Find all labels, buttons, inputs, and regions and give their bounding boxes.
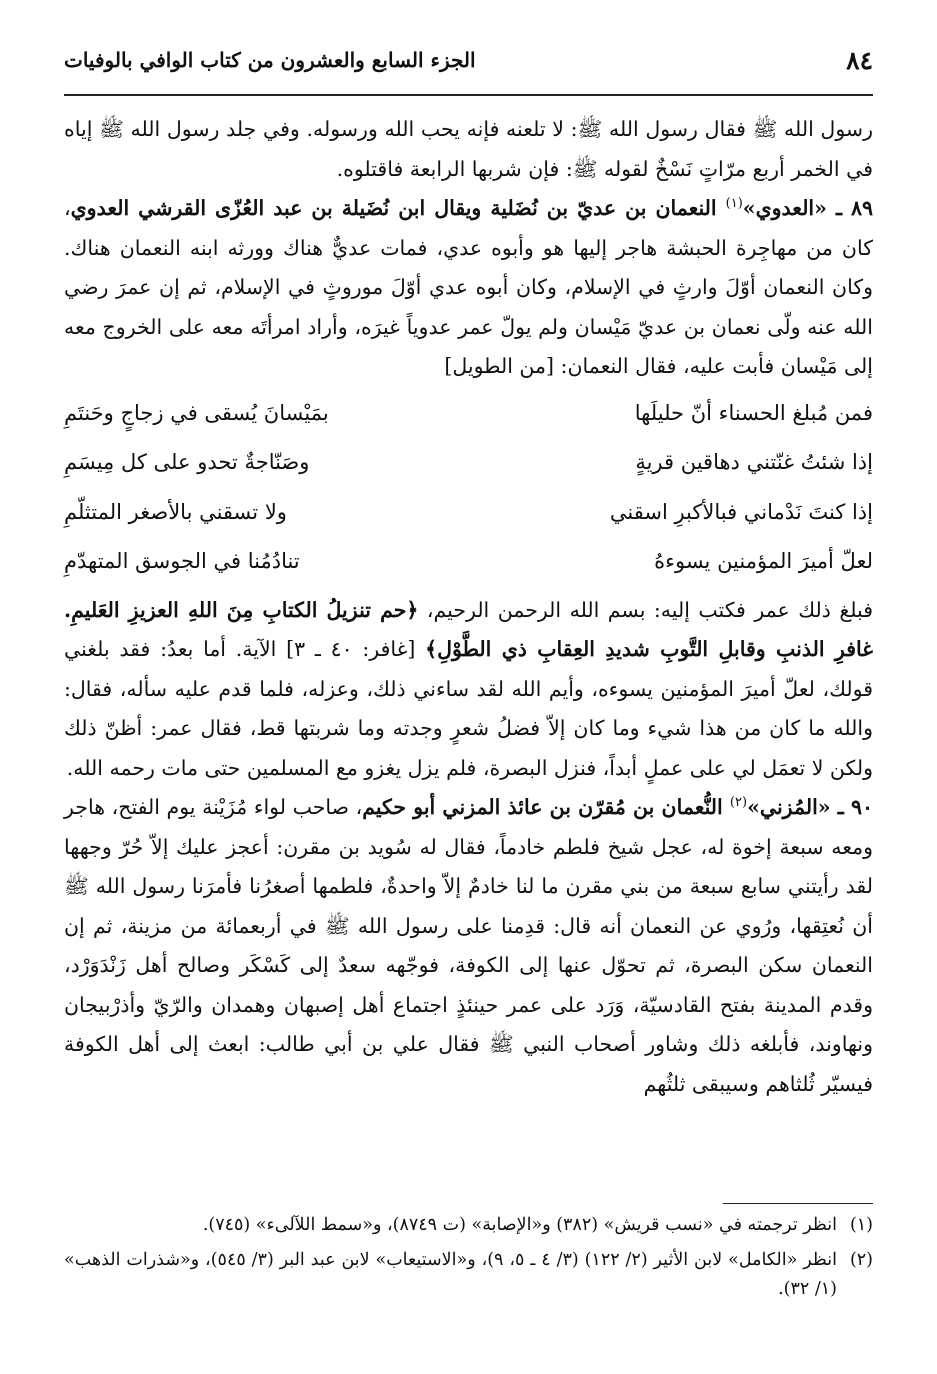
poem-verse — [64, 488, 873, 538]
quran-quote: ﴿حم تنزيلُ الكتابِ مِنَ اللهِ العزيزِ العَليمِ. غافرِ الذنبِ وقابلِ التَّوبِ شديدِ العِقابِ ذي الطَّوْلِ﴾ — [64, 597, 874, 661]
footnotes — [64, 1211, 873, 1310]
main-text — [64, 110, 873, 1104]
entry-89-head: ٨٩ ـ «العدوي» — [742, 196, 873, 220]
footnote-text: انظر ترجمته في «نسب قريش» (٣٨٢) و«الإصابة» (ت ٨٧٤٩)، و«سمط اللآلىء» (٧٤٥). — [202, 1215, 837, 1235]
entry-90-name: النُّعمان بن مُقرّن بن عائذ المزني أبو حكيم — [362, 795, 730, 819]
entry-90 — [64, 788, 873, 1104]
intro-text: رسول الله ﷺ فقال رسول الله ﷺ: لا تلعنه فإنه يحب الله ورسوله. وفي جلد رسول الله ﷺ إياه في الخمر أربع مرّاتٍ نَسْخٌ لقوله ﷺ: فإن شربها الرابعة فاقتلوه. — [64, 117, 873, 181]
footnote-ref-2[interactable]: (٢) — [729, 795, 748, 811]
verse-second-hemistich: ولا تسقني بالأصغر المتثلّمِ — [64, 499, 287, 524]
entry-89-name: النعمان بن عديّ بن نُضَلية ويقال ابن نُضَيلة بن عبد العُزّى القرشي العدوي — [70, 196, 726, 220]
poem-verse — [64, 537, 873, 587]
entry-89-body: ، كان من مهاجِرة الحبشة هاجر إليها هو وأبوه عدي، فمات عديٌّ هناك وورثه ابنه النعمان هناك. وكان النعمان أوّلَ وارثٍ في الإسلام، وكان أبوه عدي أوّلَ موروثٍ في الإسلام، ثم إن عمرَ رضي الله عنه ولّى نعمان بن عديّ مَيْسان ولم يولّ عمر عدوياً غيرَه، وأراد امرأتَه معه على الخروج معه إلى مَيْسان فأبت عليه، فقال النعمان: — [64, 196, 873, 378]
poem — [64, 389, 873, 587]
letter-opening: فبلغ ذلك عمر فكتب إليه: بسم الله الرحمن الرحيم، — [418, 597, 874, 622]
footnote — [64, 1246, 873, 1304]
footnote-text: انظر «الكامل» لابن الأثير (٢/ ١٢٢) (٣/ ٤ ـ ٥، ٩)، و«الاستيعاب» لابن عبد البر (٣/ ٥٤٥)، و«شذرات الذهب» (١/ ٣٢). — [64, 1250, 837, 1299]
footnote — [64, 1211, 873, 1240]
verse-first-hemistich: لعلّ أميرَ المؤمنين يسوءهُ — [654, 549, 873, 573]
page-number: ٨٤ — [846, 46, 873, 75]
verse-first-hemistich: فمن مُبلغ الحسناء أنّ حليلَها — [634, 400, 873, 425]
footnote-number: (١) — [849, 1215, 873, 1235]
page-header — [64, 42, 873, 92]
footnote-ref-1[interactable]: (١) — [725, 196, 743, 212]
entry-90-head: ٩٠ ـ «المُزني» — [747, 795, 874, 819]
verse-second-hemistich: وصَنّاجةٌ تحدو على كل مِيسَمِ — [64, 450, 310, 474]
verse-second-hemistich: تنادُمُنا في الجوسق المتهدّمِ — [64, 549, 300, 573]
verse-first-hemistich: إذا شئتُ غنّتني دهاقين قريةٍ — [635, 450, 873, 474]
verse-second-hemistich: بمَيْسانَ يُسقى في زجاجٍ وحَنتَمِ — [64, 400, 329, 425]
intro-paragraph — [64, 110, 873, 189]
footnote-rule — [723, 1203, 873, 1204]
poem-meter: [من الطويل] — [444, 354, 555, 378]
poem-verse — [64, 438, 873, 488]
footnote-number: (٢) — [849, 1250, 873, 1270]
entry-89-continuation — [64, 591, 873, 789]
entry-89 — [64, 189, 873, 387]
header-rule — [64, 94, 873, 96]
letter-body: [غافر: ٤٠ ـ ٣] الآية. أما بعدُ: فقد بلغني قولك، لعلّ أميرَ المؤمنين يسوءه، وأيم الله لقد ساءني ذلك، وعزله، فلما قدم عليه سأله، فقال: والله ما كان من هذا شيء وما كان إلاّ فضلُ شعرٍ وجدته وما شربتها قط، فقال عمر: أظنّ ذلك ولكن لا تعمَل لي على عملٍ أبداً، فنزل البصرة، فلم يزل يغزو مع المسلمين حتى مات رحمه الله. — [64, 637, 873, 780]
verse-first-hemistich: إذا كنتَ نَدْماني فبالأكبرِ اسقني — [609, 499, 873, 524]
running-title: الجزء السابع والعشرون من كتاب الوافي بالوفيات — [64, 48, 476, 72]
entry-90-body: ، صاحب لواء مُزَيْنة يوم الفتح، هاجر ومعه سبعة إخوة له، عجل شيخ فلطم خادماً، فقال له سُويد بن مقرن: أعجز عليك إلاّ حُرّ وجهها لقد رأيتني سابع سبعة من بني مقرن ما لنا خادمٌ إلاّ واحدةٌ، فلطمها أصغرُنا فأمرَنا رسول الله ﷺ أن نُعتِقها، ورُوي عن النعمان أنه قال: قدِمنا على رسول الله ﷺ في أربعمائة من مزينة، ثم إن النعمان سكن البصرة، ثم تحوّل عنها إلى الكوفة، فوجّهه سعدٌ إلى كَسْكَر وصالح أهل زَنْدَوَرْد، وقدم المدينة بفتح القادسيّة، وَرَد على عمر حينئذٍ اجتماع أهل إصبهان وهمدان والرّيّ وأذرْبيجان ونهاوند، فأبلغه ذلك وشاور أصحاب النبي ﷺ فقال علي بن أبي طالب: ابعث إلى أهل الكوفة فيسيّر ثُلثاهم وسيبقى ثلثُهم — [64, 795, 873, 1096]
poem-verse — [64, 389, 873, 439]
